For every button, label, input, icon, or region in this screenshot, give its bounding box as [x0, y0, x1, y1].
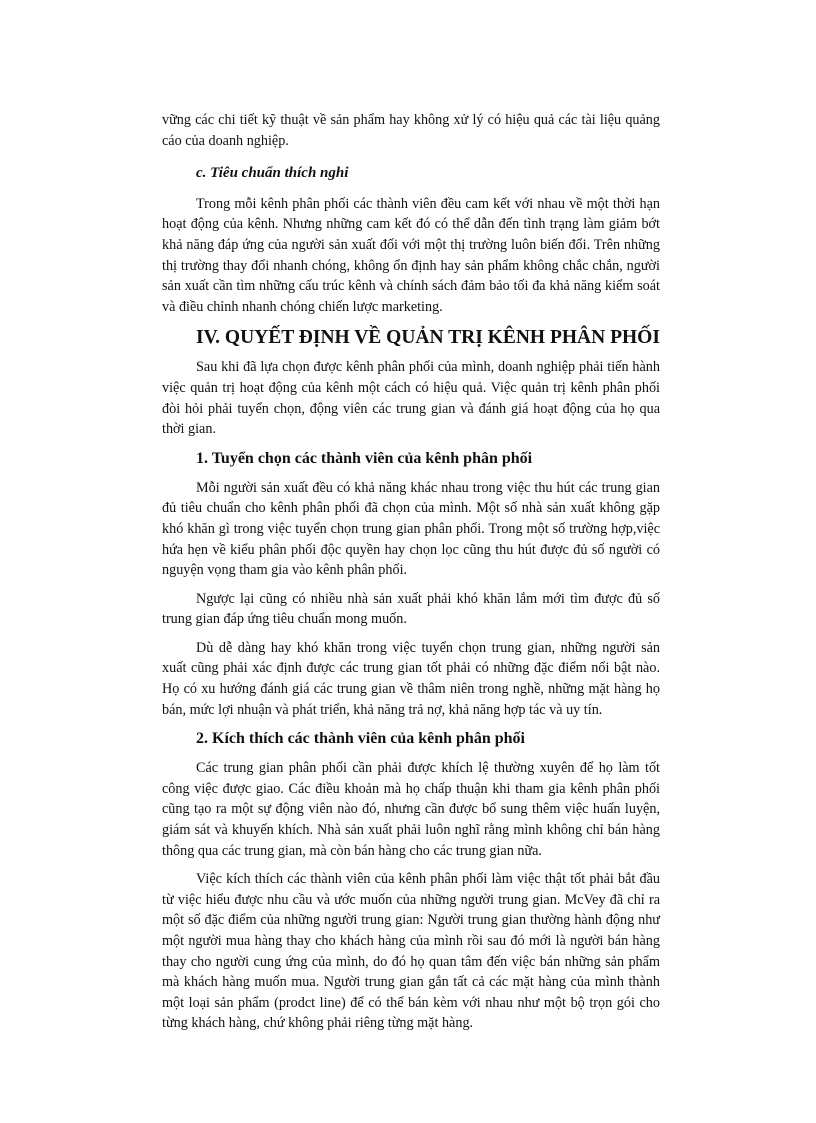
document-page: [162, 110, 660, 1042]
heading-c-tieu-chuan-thich-nghi: c. Tiêu chuẩn thích nghi: [196, 165, 349, 182]
paragraph-quan-tri-intro: Sau khi đã lựa chọn được kênh phân phối của mình, doanh nghiệp phải tiến hành việc quản trị hoạt động của kênh một cách có hiệu quả. Việc quản trị kênh phân phối đòi hỏi phải tuyển chọn, động viên các trung gian và đánh giá hoạt động của họ qua thời gian.: [162, 359, 660, 438]
heading-1-tuyen-chon: 1. Tuyển chọn các thành viên của kênh phân phối: [196, 449, 533, 467]
heading-2-kich-thich: 2. Kích thích các thành viên của kênh phân phối: [196, 730, 525, 748]
heading-iv-quan-tri-kenh: IV. QUYẾT ĐỊNH VỀ QUẢN TRỊ KÊNH PHÂN PHỐI: [196, 327, 660, 349]
paragraph-tuyen-chon-3: Dù dễ dàng hay khó khăn trong việc tuyển chọn trung gian, những người sản xuất cũng phải xác định được các trung gian tốt phải có những đặc điểm nổi bật nào. Họ có xu hướng đánh giá các trung gian về thâm niên trong nghề, những mặt hàng họ bán, mức lợi nhuận và phát triển, khả năng trả nợ, khả năng hợp tác và uy tín.: [162, 639, 660, 718]
paragraph-tuyen-chon-1: Mỗi người sản xuất đều có khả năng khác nhau trong việc thu hút các trung gian đủ tiêu chuẩn cho kênh phân phối đã chọn của mình. Một số nhà sản xuất không gặp khó khăn gì trong việc tuyển chọn trung gian phân phối. Trong một số trường hợp,việc hứa hẹn về kiểu phân phối độc quyền hay chọn lọc cũng thu hút được đủ số người có nguyện vọng tham gia vào kênh phân phối.: [162, 479, 660, 579]
paragraph-tieu-chuan-thich-nghi: Trong mỗi kênh phân phối các thành viên đều cam kết với nhau về một thời hạn hoạt động của kênh. Nhưng những cam kết đó có thể dẫn đến tình trạng làm giảm bớt khả năng đáp ứng của người sản xuất đối với một thị trường luôn biến đổi. Trên những thị trường thay đổi nhanh chóng, không ổn định hay sản phẩm không chắc chắn, người sản xuất cần tìm những cấu trúc kênh và chính sách đảm bảo tối đa khả năng kiểm soát và điều chỉnh nhanh chóng chiến lược marketing.: [162, 195, 660, 315]
paragraph-kich-thich-2: Việc kích thích các thành viên của kênh phân phối làm việc thật tốt phải bắt đầu từ việc hiểu được nhu cầu và ước muốn của những người trung gian. McVey đã chỉ ra một số đặc điểm của những người trung gian: Người trung gian thường hành động như một người mua hàng thay cho khách hàng của mình rồi sau đó mới là người bán hàng thay cho người cung ứng của mình, do đó họ quan tâm đến việc bán những sản phẩm mà khách hàng muốn mua. Người trung gian gắn tất cả các mặt hàng của mình thành một loại sản phẩm (prodct line) để có thể bán kèm với nhau như một bộ trọn gói cho từng khách hàng, chứ không phải riêng từng mặt hàng.: [162, 871, 660, 1032]
paragraph-kich-thich-1: Các trung gian phân phối cần phải được khích lệ thường xuyên để họ làm tốt công việc được giao. Các điều khoản mà họ chấp thuận khi tham gia kênh phân phối cũng tạo ra một sự động viên nào đó, nhưng cần được bổ sung thêm việc huấn luyện, giám sát và khuyến khích. Nhà sản xuất phải luôn nghĩ rằng mình không chỉ bán hàng thông qua các trung gian, mà còn bán hàng cho các trung gian nữa.: [162, 760, 660, 859]
paragraph-tuyen-chon-2: Ngược lại cũng có nhiều nhà sản xuất phải khó khăn lắm mới tìm được đủ số trung gian đáp ứng tiêu chuẩn mong muốn.: [162, 590, 660, 628]
paragraph-continuation: vững các chi tiết kỹ thuật về sản phẩm hay không xử lý có hiệu quả các tài liệu quảng cáo của doanh nghiệp.: [162, 112, 660, 149]
